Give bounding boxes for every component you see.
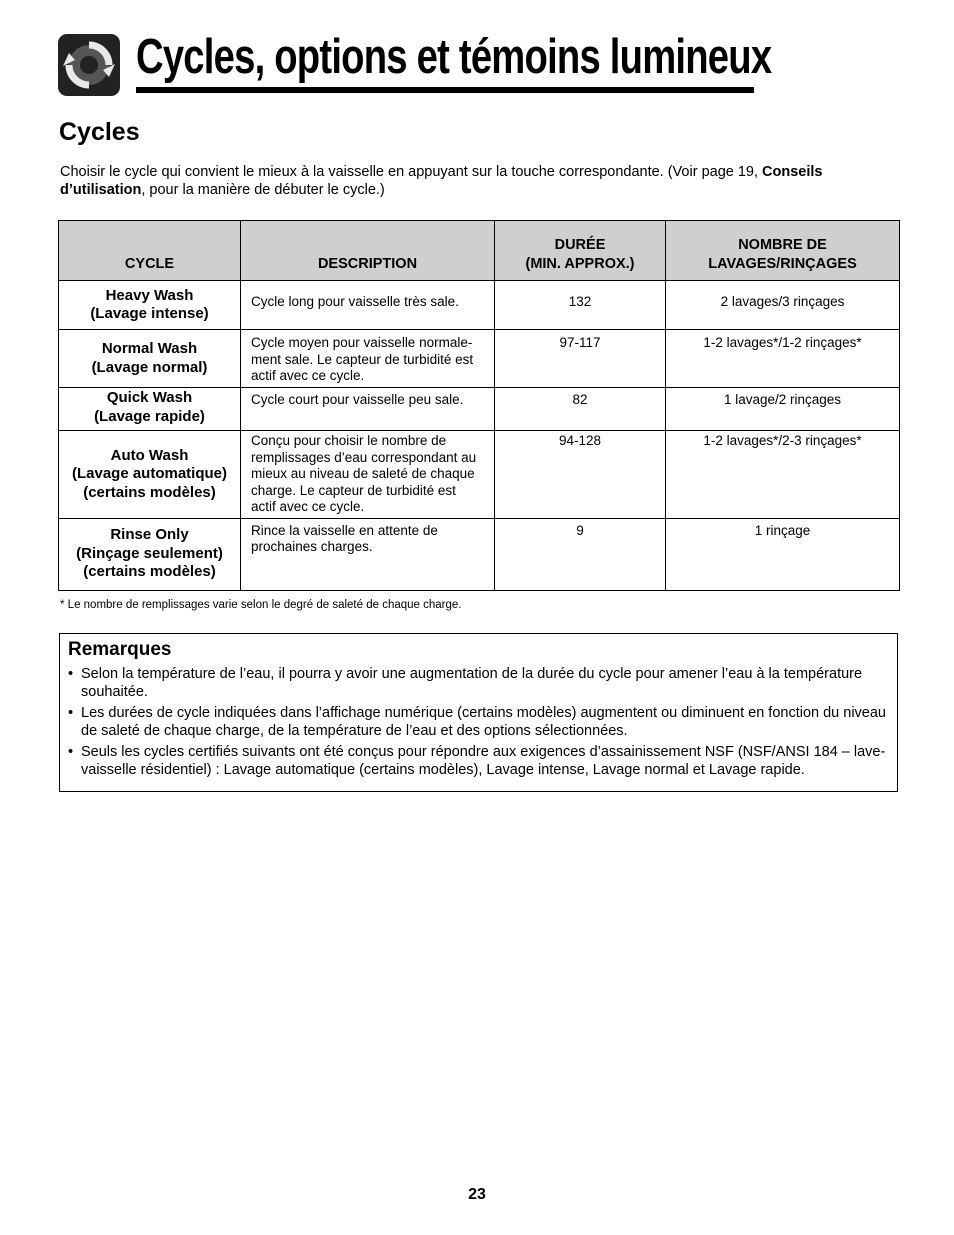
- header-duration-line2: (MIN. APPROX.): [525, 256, 635, 272]
- table-footnote: * Le nombre de remplissages varie selon le degré de saleté de chaque charge.: [60, 599, 462, 611]
- cycle-wash-count: 1 rinçage: [666, 518, 900, 590]
- header-count-line1: NOMBRE DE: [738, 237, 827, 253]
- cycle-description: Cycle moyen pour vaisselle normale-ment sale. Le capteur de turbidité est actif avec ce cycle.: [241, 330, 495, 388]
- cycle-arrows-icon: [58, 34, 120, 96]
- cycle-name-fr: (Lavage intense): [90, 305, 209, 322]
- bullet-icon: •: [68, 744, 74, 760]
- cycle-name: Rinse Only: [110, 526, 189, 544]
- header-description: DESCRIPTION: [241, 221, 495, 281]
- list-item: [66, 705, 888, 740]
- cycle-wash-count: 1 lavage/2 rinçages: [666, 388, 900, 431]
- cycle-description: Cycle long pour vaisselle très sale.: [241, 281, 495, 330]
- cycle-wash-count: 2 lavages/3 rinçages: [666, 281, 900, 330]
- remarks-box: [59, 633, 898, 792]
- bullet-icon: •: [68, 705, 74, 721]
- header-count-line2: LAVAGES/RINÇAGES: [708, 256, 857, 272]
- header-duration: [495, 221, 666, 281]
- table-header-row: [59, 221, 900, 281]
- page-header: [58, 30, 772, 100]
- section-title: Cycles: [59, 118, 140, 146]
- page-number: 23: [468, 1186, 486, 1203]
- table-row: [59, 431, 900, 519]
- title-underline: [136, 87, 754, 93]
- intro-text-2: , pour la manière de débuter le cycle.): [141, 182, 385, 198]
- table-row: [59, 281, 900, 330]
- cycle-name-cell: [59, 281, 241, 330]
- header-count: [666, 221, 900, 281]
- cycle-name-fr: (Lavage automatique): [71, 465, 228, 482]
- cycle-model-note: (certains modèles): [83, 483, 216, 501]
- header-duration-line1: DURÉE: [554, 237, 606, 253]
- cycle-name-cell: [59, 431, 241, 519]
- remarks-list: [66, 666, 888, 783]
- cycle-duration: 132: [495, 281, 666, 330]
- cycle-duration: 82: [495, 388, 666, 431]
- cycle-description: Rince la vaisselle en attente de prochaines charges.: [241, 518, 495, 590]
- cycle-name-fr: (Lavage rapide): [94, 407, 205, 425]
- cycle-description: Cycle court pour vaisselle peu sale.: [241, 388, 495, 431]
- intro-paragraph: [60, 163, 900, 199]
- remark-text: Les durées de cycle indiquées dans l’affichage numérique (certains modèles) augmentent ou diminuent en fonction du niveau de saleté de chaque charge, de la température de l’eau et des options sélectionnées.: [81, 705, 886, 739]
- remark-text: Seuls les cycles certifiés suivants ont été conçus pour répondre aux exigences d’assainissement NSF (NSF/ANSI 184 – lave-vaisselle résidentiel) : Lavage automatique (certains modèles), Lavage intense, Lavage normal et Lavage rapide.: [81, 744, 886, 778]
- cycle-name: Quick Wash: [106, 389, 193, 406]
- page-title: Cycles, options et témoins lumineux: [136, 30, 772, 84]
- cycle-name-fr: (Lavage normal): [91, 358, 208, 376]
- cycle-wash-count: 1-2 lavages*/1-2 rinçages*: [666, 330, 900, 388]
- cycle-wash-count: 1-2 lavages*/2-3 rinçages*: [666, 431, 900, 519]
- cycles-table: [58, 220, 900, 591]
- cycle-name: Normal Wash: [101, 340, 198, 357]
- list-item: [66, 666, 888, 701]
- cycle-name: Auto Wash: [110, 446, 189, 464]
- cycle-name-cell: [59, 518, 241, 590]
- table-row: [59, 330, 900, 388]
- intro-text-1: Choisir le cycle qui convient le mieux à la vaisselle en appuyant sur la touche correspondante. (Voir page 19,: [60, 164, 763, 180]
- cycle-name-cell: [59, 388, 241, 431]
- cycle-duration: 94-128: [495, 431, 666, 519]
- cycle-name: Heavy Wash: [105, 286, 194, 304]
- remarks-title: Remarques: [68, 639, 172, 660]
- header-cycle: CYCLE: [59, 221, 241, 281]
- cycle-model-note: (certains modèles): [83, 563, 216, 581]
- cycle-name-cell: [59, 330, 241, 388]
- remark-text: Selon la température de l’eau, il pourra y avoir une augmentation de la durée du cycle pour amener l’eau à la température souhaitée.: [81, 666, 863, 700]
- table-row: [59, 388, 900, 431]
- table-row: [59, 518, 900, 590]
- list-item: [66, 744, 888, 779]
- cycle-duration: 9: [495, 518, 666, 590]
- cycle-duration: 97-117: [495, 330, 666, 388]
- bullet-icon: •: [68, 666, 74, 682]
- cycle-name-fr: (Rinçage seulement): [76, 544, 223, 562]
- intro-bold-link: Conseils d’utilisation: [60, 164, 823, 198]
- cycle-description: Conçu pour choisir le nombre de remplissages d’eau correspondant au mieux au niveau de saleté de chaque charge. Le capteur de turbidité est actif avec ce cycle.: [241, 431, 495, 519]
